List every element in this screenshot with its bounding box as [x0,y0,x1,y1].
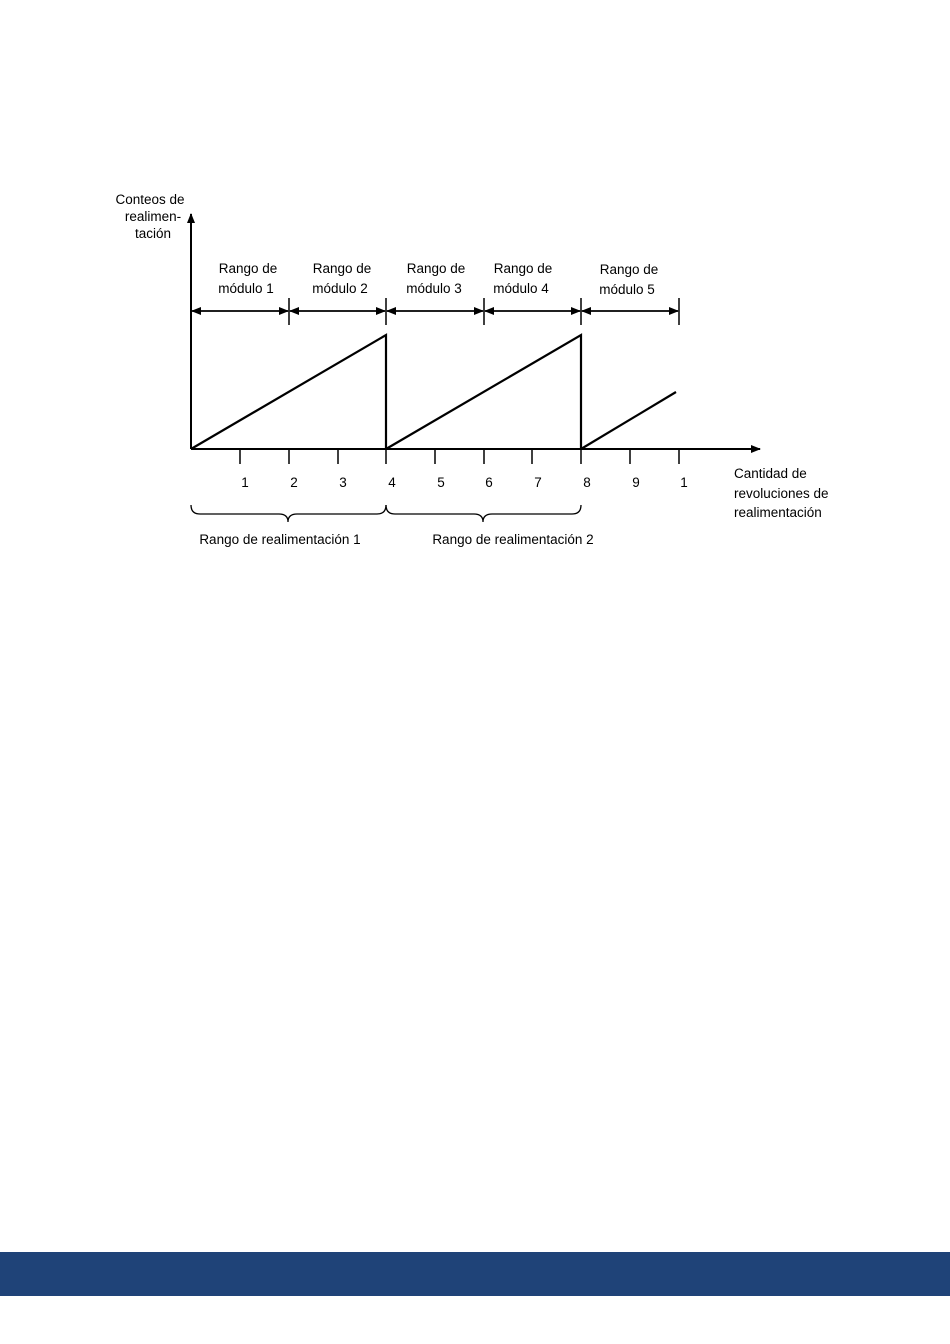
x-tick-label: 1 [241,475,249,490]
sawtooth-ramp-3 [581,392,676,449]
module-range-5-line-2: módulo 5 [599,282,655,297]
feedback-range-brace-2 [386,505,581,522]
module-range-3-line-2: módulo 3 [406,281,462,296]
module-range-1-line-1: Rango de [218,261,278,276]
module-range-4-line-2: módulo 4 [493,281,549,296]
y-axis-label-line-1: Conteos de [115,192,185,207]
sawtooth-ramp-2 [386,335,581,449]
module-range-5-line-1: Rango de [599,262,659,277]
feedback-range-2-label: Rango de realimentación 2 [432,532,594,547]
module-range-1-line-2: módulo 1 [218,281,274,296]
sawtooth-ramp-1 [191,335,386,449]
x-tick-label: 3 [339,475,347,490]
footer-band [0,1252,950,1296]
x-tick-label: 8 [583,475,591,490]
x-tick-label: 6 [485,475,493,490]
feedback-range-1-label: Rango de realimentación 1 [199,532,361,547]
x-ticks [240,449,679,464]
x-tick-label: 4 [388,475,396,490]
feedback-range-diagram [0,0,950,620]
y-axis-label-line-3: tación [134,226,172,241]
module-range-3-line-1: Rango de [406,261,466,276]
x-axis-label-line-1: Cantidad de [734,466,807,481]
sawtooth-counts [191,335,676,449]
feedback-range-brace-1 [191,505,386,522]
module-range-4-line-1: Rango de [493,261,553,276]
module-range-2-line-1: Rango de [312,261,372,276]
x-axis-label-line-3: realimentación [734,505,822,520]
y-axis-label-line-2: realimen- [124,209,182,224]
module-range-2-line-2: módulo 2 [312,281,368,296]
x-axis-label-line-2: revoluciones de [734,486,829,501]
x-tick-label: 5 [437,475,445,490]
x-tick-label: 2 [290,475,298,490]
x-tick-label: 9 [632,475,640,490]
x-tick-label: 1 [680,475,688,490]
x-tick-label: 7 [534,475,542,490]
